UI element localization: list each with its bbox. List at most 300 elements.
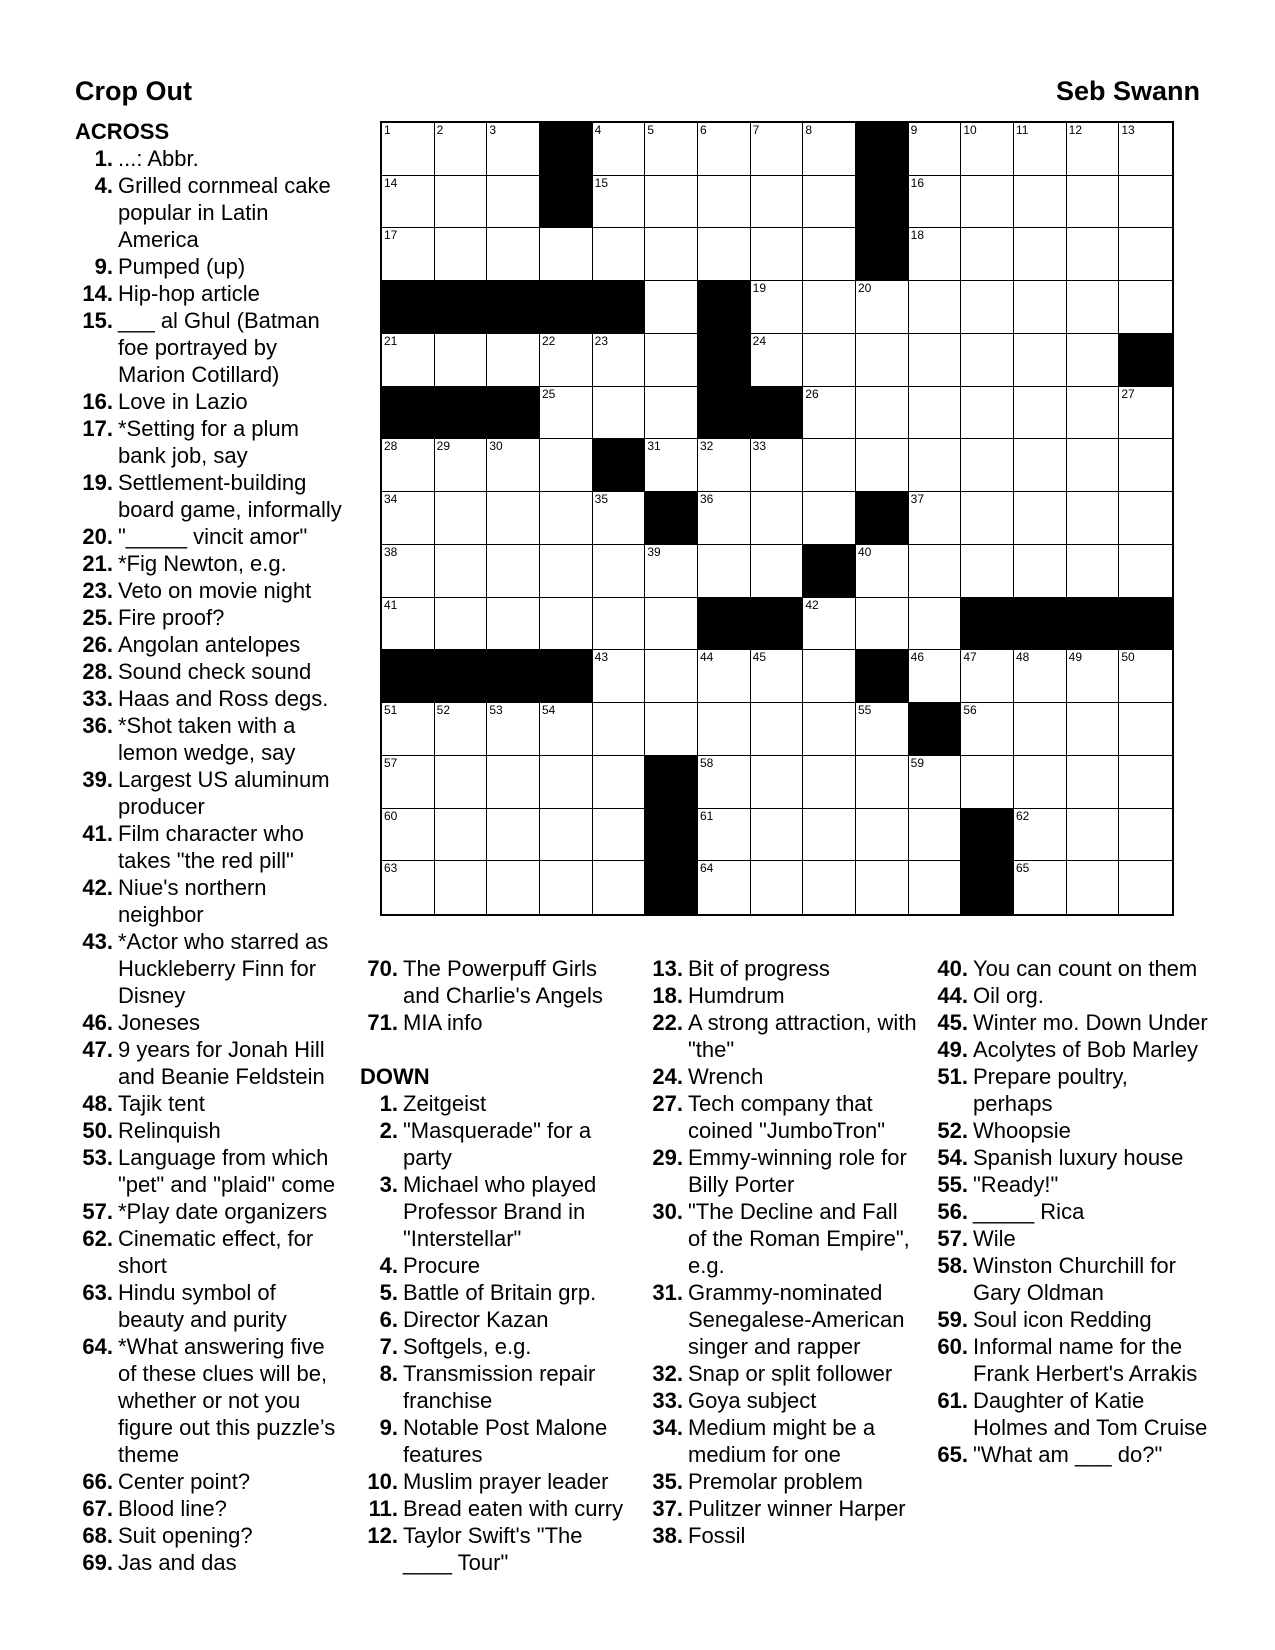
grid-cell[interactable]	[487, 703, 540, 756]
grid-cell[interactable]	[698, 703, 751, 756]
grid-cell[interactable]	[803, 123, 856, 176]
clue-text: *What answering five of these clues will be, whether or not you figure out this puzzle’s theme	[118, 1334, 336, 1467]
clue-number: 41.	[82, 821, 113, 846]
cell-number: 60	[384, 808, 398, 823]
grid-cell[interactable]	[435, 176, 488, 229]
grid-cell[interactable]	[909, 228, 962, 281]
grid-cell[interactable]	[540, 598, 593, 651]
grid-cell[interactable]	[593, 387, 646, 440]
grid-cell[interactable]	[1119, 281, 1172, 334]
clue-text: Soul icon Redding	[973, 1307, 1152, 1332]
grid-cell[interactable]	[1014, 176, 1067, 229]
clue-number: 66.	[82, 1469, 113, 1494]
grid-cell[interactable]	[961, 756, 1014, 809]
grid-cell[interactable]	[698, 545, 751, 598]
grid-cell[interactable]	[1067, 650, 1120, 703]
grid-cell[interactable]	[487, 439, 540, 492]
grid-cell[interactable]	[961, 228, 1014, 281]
clue-number: 61.	[937, 1388, 968, 1413]
grid-cell[interactable]	[961, 545, 1014, 598]
clue-text: Suit opening?	[118, 1523, 253, 1548]
clue	[360, 1171, 635, 1252]
grid-cell[interactable]	[382, 176, 435, 229]
grid-cell[interactable]	[382, 492, 435, 545]
grid-cell[interactable]	[803, 650, 856, 703]
clue-number: 22.	[652, 1010, 683, 1035]
grid-cell[interactable]	[751, 492, 804, 545]
grid-cell[interactable]	[751, 650, 804, 703]
grid-cell[interactable]	[1119, 439, 1172, 492]
grid-cell[interactable]	[961, 123, 1014, 176]
grid-cell[interactable]	[1014, 756, 1067, 809]
grid-cell[interactable]	[593, 228, 646, 281]
grid-cell[interactable]	[593, 334, 646, 387]
clue	[930, 982, 1210, 1009]
grid-cell[interactable]	[803, 334, 856, 387]
grid-cell[interactable]	[1014, 439, 1067, 492]
grid-cell[interactable]	[382, 598, 435, 651]
clues-column-3	[645, 955, 920, 1549]
grid-cell[interactable]	[698, 176, 751, 229]
grid-block	[751, 387, 804, 440]
grid-cell[interactable]	[1014, 123, 1067, 176]
clue-number: 46.	[82, 1010, 113, 1035]
clue-text: Haas and Ross degs.	[118, 686, 329, 711]
grid-cell[interactable]	[1119, 123, 1172, 176]
grid-block	[382, 387, 435, 440]
grid-cell[interactable]	[698, 228, 751, 281]
grid-block	[540, 281, 593, 334]
clue-number: 30.	[652, 1199, 683, 1224]
cell-number: 33	[752, 439, 767, 454]
grid-cell[interactable]	[645, 703, 698, 756]
clue-number: 21.	[82, 551, 113, 576]
clue-text: *Shot taken with a lemon wedge, say	[118, 713, 296, 765]
cell-number: 9	[910, 123, 918, 137]
grid-cell[interactable]	[593, 176, 646, 229]
grid-cell[interactable]	[698, 756, 751, 809]
grid-cell[interactable]	[487, 809, 540, 862]
grid-cell[interactable]	[909, 598, 962, 651]
grid-cell[interactable]	[435, 861, 488, 914]
grid-cell[interactable]	[593, 756, 646, 809]
clue	[75, 1225, 345, 1279]
grid-cell[interactable]	[540, 228, 593, 281]
grid-cell[interactable]	[435, 334, 488, 387]
grid-cell[interactable]	[909, 756, 962, 809]
grid-cell[interactable]	[593, 598, 646, 651]
grid-cell[interactable]	[1119, 545, 1172, 598]
grid-cell[interactable]	[435, 756, 488, 809]
grid-cell[interactable]	[1119, 861, 1172, 914]
cell-number: 48	[1016, 650, 1030, 665]
clue	[645, 1009, 920, 1063]
cell-number: 52	[436, 703, 451, 718]
clue	[360, 1117, 635, 1171]
spacer	[360, 1036, 635, 1063]
clue-text: Whoopsie	[973, 1118, 1071, 1143]
grid-cell[interactable]	[909, 281, 962, 334]
grid-cell[interactable]	[382, 703, 435, 756]
grid-cell[interactable]	[909, 387, 962, 440]
clue-number: 13.	[652, 956, 683, 981]
grid-cell[interactable]	[751, 334, 804, 387]
grid-cell[interactable]	[435, 703, 488, 756]
grid-cell[interactable]	[1014, 387, 1067, 440]
grid-cell[interactable]	[593, 492, 646, 545]
grid-cell[interactable]	[803, 809, 856, 862]
grid-cell[interactable]	[487, 334, 540, 387]
clue-number: 49.	[937, 1037, 968, 1062]
grid-cell[interactable]	[487, 861, 540, 914]
grid-cell[interactable]	[751, 176, 804, 229]
grid-cell[interactable]	[1014, 650, 1067, 703]
grid-cell[interactable]	[645, 228, 698, 281]
grid-cell[interactable]	[540, 545, 593, 598]
grid-cell[interactable]	[382, 123, 435, 176]
clue-number: 57.	[82, 1199, 113, 1224]
grid-cell[interactable]	[645, 387, 698, 440]
cell-number: 41	[384, 597, 398, 612]
grid-cell[interactable]	[1014, 703, 1067, 756]
clue-number: 43.	[82, 929, 113, 954]
grid-cell[interactable]	[803, 598, 856, 651]
grid-cell[interactable]	[593, 545, 646, 598]
grid-cell[interactable]	[803, 228, 856, 281]
grid-cell[interactable]	[803, 703, 856, 756]
grid-cell[interactable]	[1119, 756, 1172, 809]
grid-cell[interactable]	[1067, 492, 1120, 545]
grid-cell[interactable]	[751, 439, 804, 492]
clue	[75, 1522, 345, 1549]
clue-number: 9.	[94, 254, 113, 279]
grid-block	[645, 809, 698, 862]
cell-number: 11	[1016, 123, 1029, 137]
grid-cell[interactable]	[961, 492, 1014, 545]
grid-cell[interactable]	[856, 281, 909, 334]
grid-cell[interactable]	[961, 387, 1014, 440]
clue-number: 51.	[937, 1064, 968, 1089]
cell-number: 50	[1121, 650, 1135, 665]
clue-text: "What am ___ do?"	[973, 1442, 1163, 1467]
clue	[75, 1495, 345, 1522]
grid-cell[interactable]	[856, 861, 909, 914]
cell-number: 38	[384, 544, 398, 559]
grid-cell[interactable]	[487, 545, 540, 598]
grid-cell[interactable]	[698, 492, 751, 545]
clue-text: Hip-hop article	[118, 281, 260, 306]
grid-block	[435, 650, 488, 703]
grid-cell[interactable]	[1014, 228, 1067, 281]
author-name: Seb Swann	[1055, 76, 1200, 106]
grid-cell[interactable]	[698, 861, 751, 914]
grid-cell[interactable]	[487, 756, 540, 809]
grid-cell[interactable]	[751, 123, 804, 176]
clue	[930, 1171, 1210, 1198]
grid-cell[interactable]	[698, 439, 751, 492]
cell-number: 43	[594, 650, 609, 665]
clue-text: Bit of progress	[688, 956, 830, 981]
grid-cell[interactable]	[1067, 281, 1120, 334]
grid-cell[interactable]	[435, 439, 488, 492]
cell-number: 6	[700, 123, 707, 137]
grid-cell[interactable]	[645, 334, 698, 387]
grid-cell[interactable]	[1067, 861, 1120, 914]
grid-cell[interactable]	[540, 861, 593, 914]
clue-number: 1.	[94, 146, 113, 171]
cell-number: 3	[489, 123, 497, 137]
grid-cell[interactable]	[1119, 650, 1172, 703]
grid-cell[interactable]	[698, 809, 751, 862]
grid-cell[interactable]	[1119, 809, 1172, 862]
grid-block	[856, 176, 909, 229]
grid-cell[interactable]	[593, 703, 646, 756]
grid-cell[interactable]	[1014, 861, 1067, 914]
clue	[930, 1117, 1210, 1144]
clue-text: Love in Lazio	[118, 389, 248, 414]
grid-cell[interactable]	[909, 545, 962, 598]
grid-cell[interactable]	[1014, 334, 1067, 387]
grid-cell[interactable]	[382, 545, 435, 598]
grid-cell[interactable]	[540, 703, 593, 756]
grid-cell[interactable]	[540, 809, 593, 862]
clue-number: 19.	[82, 470, 113, 495]
grid-cell[interactable]	[435, 492, 488, 545]
grid-cell[interactable]	[856, 809, 909, 862]
clue	[75, 523, 345, 550]
grid-cell[interactable]	[909, 861, 962, 914]
cell-number: 45	[752, 650, 767, 665]
grid-cell[interactable]	[751, 228, 804, 281]
cell-number: 63	[384, 861, 398, 876]
grid-cell[interactable]	[803, 281, 856, 334]
cell-number: 16	[910, 175, 925, 190]
cell-number: 22	[542, 333, 556, 348]
grid-cell[interactable]	[435, 123, 488, 176]
cell-number: 23	[594, 333, 609, 348]
grid-cell[interactable]	[1119, 492, 1172, 545]
grid-cell[interactable]	[751, 861, 804, 914]
grid-cell[interactable]	[593, 809, 646, 862]
grid-cell[interactable]	[1119, 387, 1172, 440]
clue-text: Grammy-nominated Senegalese-American singer and rapper	[688, 1280, 905, 1359]
grid-cell[interactable]	[909, 492, 962, 545]
clue-text: *Fig Newton, e.g.	[118, 551, 287, 576]
grid-cell[interactable]	[487, 228, 540, 281]
grid-cell[interactable]	[540, 756, 593, 809]
grid-cell[interactable]	[1067, 387, 1120, 440]
grid-cell[interactable]	[856, 387, 909, 440]
grid-block	[856, 650, 909, 703]
grid-cell[interactable]	[1119, 703, 1172, 756]
grid-cell[interactable]	[540, 492, 593, 545]
grid-cell[interactable]	[487, 123, 540, 176]
clue-number: 14.	[82, 281, 113, 306]
grid-cell[interactable]	[382, 228, 435, 281]
grid-cell[interactable]	[856, 545, 909, 598]
grid-cell[interactable]	[435, 545, 488, 598]
clue-text: Procure	[403, 1253, 481, 1278]
clue	[645, 955, 920, 982]
clues-column-4	[930, 955, 1210, 1468]
grid-cell[interactable]	[751, 545, 804, 598]
grid-cell[interactable]	[856, 439, 909, 492]
clue-text: *Actor who starred as Huckleberry Finn for Disney	[118, 929, 329, 1008]
grid-cell[interactable]	[540, 334, 593, 387]
clue	[75, 604, 345, 631]
grid-cell[interactable]	[1067, 123, 1120, 176]
cell-number: 56	[963, 703, 977, 718]
grid-cell[interactable]	[1119, 228, 1172, 281]
clue	[75, 631, 345, 658]
grid-cell[interactable]	[909, 176, 962, 229]
grid-cell[interactable]	[382, 861, 435, 914]
grid-cell[interactable]	[1067, 176, 1120, 229]
clue-number: 70.	[367, 956, 398, 981]
grid-cell[interactable]	[382, 439, 435, 492]
clue	[930, 1198, 1210, 1225]
clue-number: 6.	[379, 1307, 398, 1332]
grid-cell[interactable]	[961, 439, 1014, 492]
grid-cell[interactable]	[961, 650, 1014, 703]
grid-cell[interactable]	[1067, 334, 1120, 387]
clue-text: Spanish luxury house	[973, 1145, 1184, 1170]
grid-cell[interactable]	[803, 861, 856, 914]
grid-block	[856, 228, 909, 281]
grid-cell[interactable]	[382, 809, 435, 862]
grid-cell[interactable]	[751, 703, 804, 756]
grid-cell[interactable]	[487, 598, 540, 651]
grid-cell[interactable]	[909, 809, 962, 862]
grid-cell[interactable]	[751, 756, 804, 809]
clue-text: Taylor Swift's "The ____ Tour"	[403, 1523, 583, 1575]
grid-cell[interactable]	[1067, 703, 1120, 756]
grid-cell[interactable]	[803, 176, 856, 229]
grid-cell[interactable]	[645, 439, 698, 492]
grid-cell[interactable]	[803, 439, 856, 492]
grid-cell[interactable]	[698, 123, 751, 176]
clue-number: 65.	[937, 1442, 968, 1467]
clue-number: 35.	[652, 1469, 683, 1494]
grid-cell[interactable]	[856, 334, 909, 387]
grid-cell[interactable]	[803, 756, 856, 809]
cell-number: 20	[858, 281, 872, 296]
grid-cell[interactable]	[435, 598, 488, 651]
grid-cell[interactable]	[645, 545, 698, 598]
grid-cell[interactable]	[909, 439, 962, 492]
grid-cell[interactable]	[856, 756, 909, 809]
grid-cell[interactable]	[435, 228, 488, 281]
cell-number: 39	[647, 544, 661, 559]
grid-cell[interactable]	[961, 281, 1014, 334]
grid-cell[interactable]	[961, 176, 1014, 229]
grid-cell[interactable]	[1119, 176, 1172, 229]
grid-cell[interactable]	[487, 176, 540, 229]
grid-cell[interactable]	[803, 492, 856, 545]
grid-cell[interactable]	[382, 334, 435, 387]
clue-number: 28.	[82, 659, 113, 684]
clue	[645, 1279, 920, 1360]
clue	[75, 577, 345, 604]
grid-cell[interactable]	[382, 756, 435, 809]
grid-cell[interactable]	[909, 123, 962, 176]
grid-cell[interactable]	[1014, 809, 1067, 862]
cell-number: 37	[910, 492, 925, 507]
grid-cell[interactable]	[803, 387, 856, 440]
grid-block	[540, 650, 593, 703]
grid-cell[interactable]	[909, 334, 962, 387]
clue-text: Largest US aluminum producer	[118, 767, 330, 819]
grid-cell[interactable]	[1014, 492, 1067, 545]
clue	[645, 1144, 920, 1198]
grid-cell[interactable]	[961, 334, 1014, 387]
cell-number: 61	[700, 808, 714, 823]
cell-number: 42	[805, 597, 819, 612]
clue	[75, 172, 345, 253]
grid-cell[interactable]	[645, 281, 698, 334]
clue	[645, 1522, 920, 1549]
clue-number: 12.	[367, 1523, 398, 1548]
cell-number: 53	[489, 703, 503, 718]
grid-cell[interactable]	[751, 281, 804, 334]
clue	[75, 1549, 345, 1576]
grid-block	[645, 861, 698, 914]
grid-cell[interactable]	[909, 650, 962, 703]
cell-number: 25	[542, 386, 556, 401]
grid-cell[interactable]	[1014, 281, 1067, 334]
grid-cell[interactable]	[1067, 228, 1120, 281]
clue-text: Niue's northern neighbor	[118, 875, 267, 927]
grid-cell[interactable]	[645, 650, 698, 703]
clue-number: 10.	[367, 1469, 398, 1494]
grid-cell[interactable]	[645, 176, 698, 229]
clue	[75, 280, 345, 307]
grid-cell[interactable]	[593, 650, 646, 703]
clue-number: 58.	[937, 1253, 968, 1278]
cell-number: 31	[647, 439, 661, 454]
clue-text: You can count on them	[973, 956, 1198, 981]
clue	[930, 1252, 1210, 1306]
clue-number: 23.	[82, 578, 113, 603]
grid-cell[interactable]	[1067, 809, 1120, 862]
grid-cell[interactable]	[593, 861, 646, 914]
grid-cell[interactable]	[1067, 545, 1120, 598]
clue-number: 47.	[82, 1037, 113, 1062]
grid-cell[interactable]	[540, 387, 593, 440]
grid-cell[interactable]	[856, 598, 909, 651]
grid-cell[interactable]	[593, 123, 646, 176]
grid-cell[interactable]	[1067, 756, 1120, 809]
grid-cell[interactable]	[645, 598, 698, 651]
clue-text: Language from which "pet" and "plaid" come	[118, 1145, 336, 1197]
grid-cell[interactable]	[1014, 545, 1067, 598]
grid-cell[interactable]	[435, 809, 488, 862]
clue-text: Acolytes of Bob Marley	[973, 1037, 1198, 1062]
grid-cell[interactable]	[751, 809, 804, 862]
grid-cell[interactable]	[1067, 439, 1120, 492]
grid-cell[interactable]	[856, 703, 909, 756]
grid-cell[interactable]	[961, 703, 1014, 756]
grid-cell[interactable]	[645, 123, 698, 176]
grid-cell[interactable]	[540, 439, 593, 492]
clue	[75, 1144, 345, 1198]
clue	[360, 1495, 635, 1522]
grid-cell[interactable]	[698, 650, 751, 703]
clue	[930, 1144, 1210, 1171]
clue-number: 11.	[368, 1496, 398, 1521]
grid-cell[interactable]	[487, 492, 540, 545]
clue-number: 15.	[82, 308, 113, 333]
